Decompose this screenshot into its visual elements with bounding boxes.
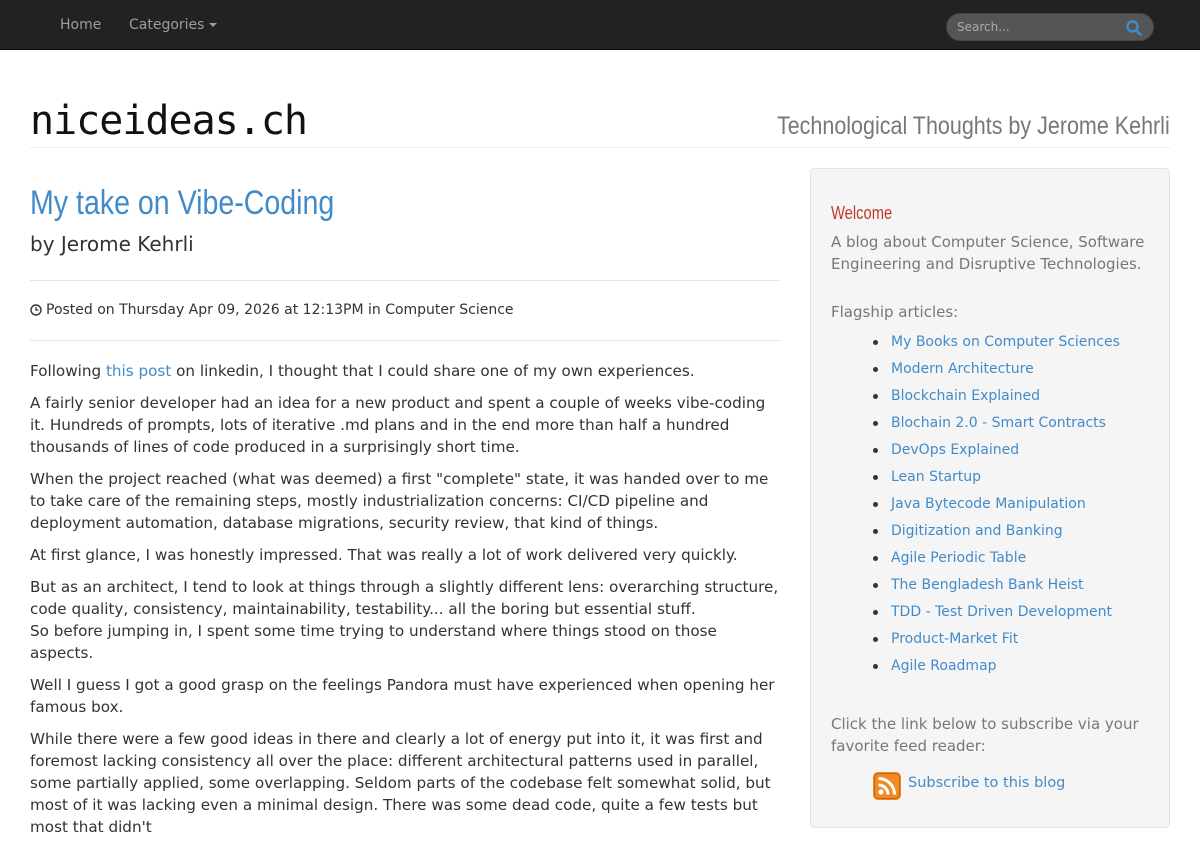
list-item bbox=[831, 464, 1120, 491]
nav-categories-label: Categories bbox=[129, 17, 205, 33]
list-item bbox=[831, 383, 1120, 410]
caret-down-icon bbox=[209, 23, 217, 27]
flagship-article-link[interactable]: Java Bytecode Manipulation bbox=[891, 496, 1086, 512]
flagship-article-link[interactable]: Digitization and Banking bbox=[891, 523, 1063, 539]
flagship-article-link[interactable]: Lean Startup bbox=[891, 469, 982, 485]
bullet-icon bbox=[873, 556, 878, 561]
flagship-article-link[interactable]: TDD - Test Driven Development bbox=[891, 604, 1112, 620]
this-post-link[interactable]: this post bbox=[105, 362, 172, 380]
bullet-icon bbox=[873, 421, 878, 426]
subscribe-description: Click the link below to subscribe via your favorite feed reader: bbox=[831, 715, 1139, 755]
paragraph: Well I guess I got a good grasp on the feelings Pandora must have experienced when opening her famous box. bbox=[30, 676, 775, 716]
paragraph-text: Following bbox=[30, 362, 106, 380]
post-title[interactable]: My take on Vibe-Coding bbox=[30, 184, 335, 222]
list-item bbox=[831, 572, 1120, 599]
paragraph bbox=[30, 360, 780, 382]
flagship-article-link[interactable]: Agile Periodic Table bbox=[891, 550, 1027, 566]
paragraph: At first glance, I was honestly impressed. That was really a lot of work delivered very quickly. bbox=[30, 546, 738, 564]
sidebar bbox=[810, 168, 1170, 828]
paragraph bbox=[30, 576, 780, 664]
sidebar-blurb: A blog about Computer Science, Software Engineering and Disruptive Technologies. bbox=[831, 233, 1145, 273]
flagship-article-link[interactable]: Blochain 2.0 - Smart Contracts bbox=[891, 415, 1106, 431]
post-body bbox=[30, 360, 780, 848]
list-item bbox=[831, 491, 1120, 518]
post-author: by Jerome Kehrli bbox=[30, 232, 194, 256]
paragraph-text: But as an architect, I tend to look at things through a slightly different lens: overarching structure, code quality, consistency, maintainability, testability... all the boring but essential stuff. bbox=[30, 578, 779, 618]
site-tagline: Technological Thoughts by Jerome Kehrli bbox=[777, 112, 1170, 140]
bullet-icon bbox=[873, 583, 878, 588]
list-item bbox=[831, 356, 1120, 383]
bullet-icon bbox=[873, 637, 878, 642]
list-item bbox=[831, 545, 1120, 572]
clock-icon bbox=[30, 304, 42, 316]
bullet-icon bbox=[873, 664, 878, 669]
bullet-icon bbox=[873, 610, 878, 615]
post-divider-top bbox=[30, 280, 780, 281]
list-item bbox=[831, 599, 1120, 626]
rss-icon[interactable] bbox=[873, 772, 901, 800]
top-navbar bbox=[0, 0, 1200, 50]
search-icon[interactable] bbox=[1125, 19, 1143, 37]
subscribe-link[interactable]: Subscribe to this blog bbox=[908, 775, 1066, 791]
flagship-article-link[interactable]: The Bengladesh Bank Heist bbox=[891, 577, 1084, 593]
nav-categories-dropdown[interactable] bbox=[129, 0, 217, 50]
post-meta bbox=[30, 302, 514, 318]
paragraph-text: So before jumping in, I spent some time trying to understand where things stood on those aspects. bbox=[30, 622, 717, 662]
list-item bbox=[831, 329, 1120, 356]
bullet-icon bbox=[873, 448, 878, 453]
bullet-icon bbox=[873, 529, 878, 534]
paragraph-text: on linkedin, I thought that I could share one of my own experiences. bbox=[171, 362, 695, 380]
flagship-articles-list bbox=[831, 329, 1120, 680]
list-item bbox=[831, 653, 1120, 680]
paragraph: While there were a few good ideas in there and clearly a lot of energy put into it, it was first and foremost lacking consistency all over the place: different architectural patterns used in parallel, some partially applied, some overlapping. Seldom parts of the codebase felt somewhat solid, but most of it was lacking even a minimal design. There was some dead code, quite a few tests but most that didn't bbox=[30, 730, 771, 836]
nav-home-link[interactable]: Home bbox=[60, 17, 102, 33]
site-logo[interactable]: niceideas.ch bbox=[30, 98, 307, 144]
flagship-article-link[interactable]: DevOps Explained bbox=[891, 442, 1020, 458]
bullet-icon bbox=[873, 367, 878, 372]
header-divider bbox=[30, 147, 1170, 148]
list-item bbox=[831, 437, 1120, 464]
list-item bbox=[831, 518, 1120, 545]
search-input[interactable] bbox=[957, 14, 1117, 40]
bullet-icon bbox=[873, 475, 878, 480]
paragraph: A fairly senior developer had an idea for a new product and spent a couple of weeks vibe-coding it. Hundreds of prompts, lots of iterative .md plans and in the end more than half a hundred thousands of lines of code produced in a surprisingly short time. bbox=[30, 394, 766, 456]
paragraph: When the project reached (what was deemed) a first "complete" state, it was handed over to me to take care of the remaining steps, mostly industrialization concerns: CI/CD pipeline and deployment automation, database migrations, security review, that kind of things. bbox=[30, 470, 769, 532]
list-item bbox=[831, 410, 1120, 437]
flagship-article-link[interactable]: Product-Market Fit bbox=[891, 631, 1019, 647]
search-box bbox=[946, 13, 1154, 41]
bullet-icon bbox=[873, 394, 878, 399]
post-date-text: Posted on Thursday Apr 09, 2026 at 12:13PM in Computer Science bbox=[46, 302, 514, 318]
flagship-label: Flagship articles: bbox=[831, 303, 959, 321]
flagship-article-link[interactable]: Blockchain Explained bbox=[891, 388, 1040, 404]
post-divider-bottom bbox=[30, 340, 780, 341]
flagship-article-link[interactable]: Agile Roadmap bbox=[891, 658, 997, 674]
bullet-icon bbox=[873, 502, 878, 507]
bullet-icon bbox=[873, 340, 878, 345]
flagship-article-link[interactable]: Modern Architecture bbox=[891, 361, 1034, 377]
flagship-article-link[interactable]: My Books on Computer Sciences bbox=[891, 334, 1120, 350]
list-item bbox=[831, 626, 1120, 653]
sidebar-welcome-heading: Welcome bbox=[831, 203, 893, 223]
